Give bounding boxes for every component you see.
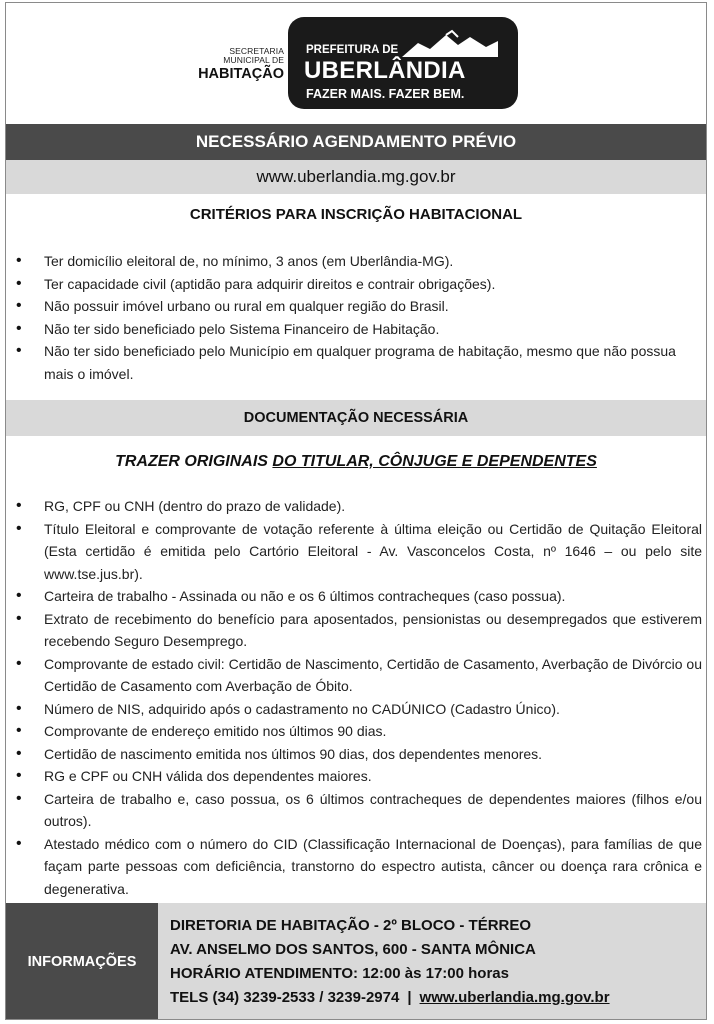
prefeitura-city: UBERLÂNDIA <box>304 57 466 84</box>
header <box>6 3 706 125</box>
secretaria-line2: MUNICIPAL DE <box>223 55 284 65</box>
list-item: • Ter capacidade civil (aptidão para adquirir direitos e contrair obrigações). <box>16 273 702 296</box>
prefeitura-slogan: FAZER MAIS. FAZER BEM. <box>306 87 465 101</box>
secretaria-name: HABITAÇÃO <box>198 66 284 82</box>
list-item: • Não ter sido beneficiado pelo Sistema Financeiro de Habitação. <box>16 318 702 341</box>
info-separator: | <box>407 989 412 1006</box>
secretaria-logo <box>174 47 284 82</box>
list-item: • Atestado médico com o número do CID (Classificação Internacional de Doenças), para famílias de que façam parte pessoas com deficiência, transtorno do espectro autista, câncer ou doença rara crônica e degenerativa. <box>16 833 702 901</box>
criteria-list <box>16 250 702 385</box>
info-label: INFORMAÇÕES <box>6 903 158 1020</box>
list-item: • RG e CPF ou CNH válida dos dependentes maiores. <box>16 765 702 788</box>
info-footer <box>6 903 706 1020</box>
info-address-line2: AV. ANSELMO DOS SANTOS, 600 - SANTA MÔNICA <box>170 941 536 958</box>
list-item: • Não ter sido beneficiado pelo Município em qualquer programa de habitação, mesmo que não possua mais o imóvel. <box>16 340 702 385</box>
list-item: • Ter domicílio eleitoral de, no mínimo, 3 anos (em Uberlândia-MG). <box>16 250 702 273</box>
agendamento-banner: NECESSÁRIO AGENDAMENTO PRÉVIO <box>6 124 706 160</box>
flyer <box>5 2 707 1020</box>
list-item: • Carteira de trabalho - Assinada ou não e os 6 últimos contracheques (caso possua). <box>16 585 702 608</box>
info-lines <box>170 914 610 1010</box>
list-item: • RG, CPF ou CNH (dentro do prazo de validade). <box>16 495 702 518</box>
website-bar: www.uberlandia.mg.gov.br <box>6 160 706 194</box>
list-item: • Certidão de nascimento emitida nos últimos 90 dias, dos dependentes menores. <box>16 743 702 766</box>
documentation-list <box>16 495 702 900</box>
info-contact-line <box>170 986 610 1010</box>
criteria-title: CRITÉRIOS PARA INSCRIÇÃO HABITACIONAL <box>189 206 523 223</box>
prefeitura-logo <box>288 17 518 109</box>
list-item: • Título Eleitoral e comprovante de votação referente à última eleição ou Certidão de Quitação Eleitoral (Esta certidão é emitida pelo Cartório Eleitoral - Av. Vasconcelos Costa, nº 1646 – ou pelo site www.tse.jus.br). <box>16 518 702 586</box>
list-item: • Número de NIS, adquirido após o cadastramento no CADÚNICO (Cadastro Único). <box>16 698 702 721</box>
city-skyline-icon <box>400 29 500 59</box>
list-item: • Extrato de recebimento do benefício para aposentados, pensionistas ou desempregados que estiverem recebendo Seguro Desemprego. <box>16 608 702 653</box>
prefeitura-line1: PREFEITURA DE <box>306 44 399 56</box>
subtitle-prefix: TRAZER ORIGINAIS <box>115 453 273 470</box>
info-phones: TELS (34) 3239-2533 / 3239-2974 <box>170 989 400 1006</box>
info-website-link[interactable]: www.uberlandia.mg.gov.br <box>419 989 610 1006</box>
subtitle-underlined: DO TITULAR, CÔNJUGE E DEPENDENTES <box>272 453 597 470</box>
info-hours: HORÁRIO ATENDIMENTO: 12:00 às 17:00 horas <box>170 965 509 982</box>
list-item: • Comprovante de endereço emitido nos últimos 90 dias. <box>16 720 702 743</box>
documentation-subtitle <box>6 453 706 471</box>
secretaria-line1: SECRETARIA <box>229 46 284 56</box>
documentation-title: DOCUMENTAÇÃO NECESSÁRIA <box>6 400 706 436</box>
info-address-line1: DIRETORIA DE HABITAÇÃO - 2º BLOCO - TÉRREO <box>170 917 532 934</box>
list-item: • Não possuir imóvel urbano ou rural em qualquer região do Brasil. <box>16 295 702 318</box>
list-item: • Comprovante de estado civil: Certidão de Nascimento, Certidão de Casamento, Averbação de Divórcio ou Certidão de Casamento com Averbação de Óbito. <box>16 653 702 698</box>
list-item: • Carteira de trabalho e, caso possua, os 6 últimos contracheques de dependentes maiores (filhos e/ou outros). <box>16 788 702 833</box>
